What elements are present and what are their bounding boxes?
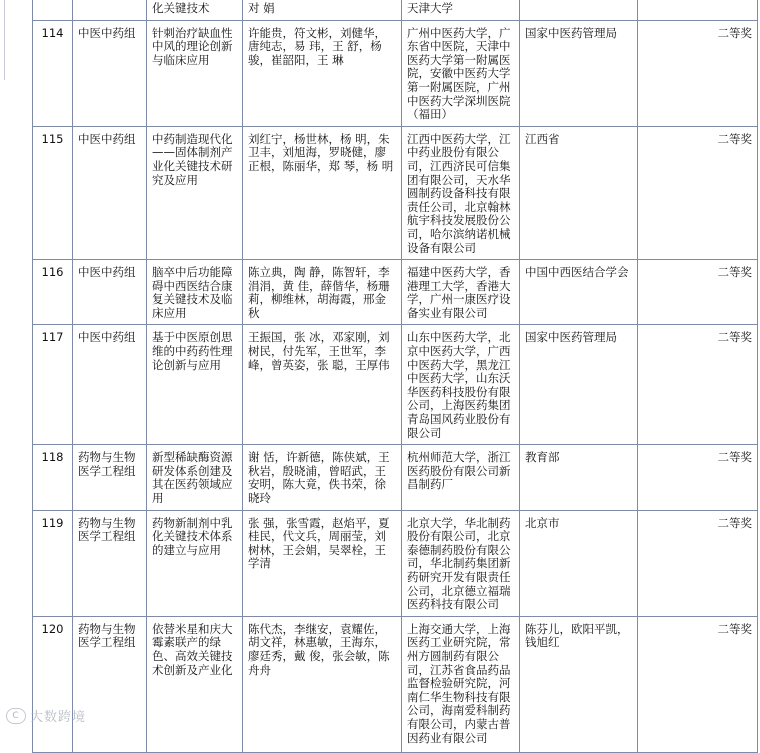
row-number: 119 [33,510,73,616]
discipline-group: 中医中药组 [73,325,147,445]
completing-units: 北京大学，华北制药股份有限公司，北京泰德制药股份有限公司，华北制药集团新药研究开发有限责任公司，北京德立福瑞医药科技有限公司 [402,510,520,616]
table-row [33,616,758,752]
award-level: 二等奖 [638,260,758,325]
completing-units: 杭州师范大学，浙江医药股份有限公司新昌制药厂 [402,445,520,510]
table-row [33,0,758,20]
discipline-group: 药物与生物医学工程组 [73,510,147,616]
table-row [33,126,758,259]
table-row [33,510,758,616]
discipline-group: 药物与生物医学工程组 [73,616,147,752]
row-number: 115 [33,126,73,259]
row-number: 114 [33,20,73,126]
nominator: 北京市 [520,510,638,616]
discipline-group: 中医中药组 [73,20,147,126]
row-number: 118 [33,445,73,510]
completing-units: 上海交通大学，上海医药工业研究院，常州方圆制药有限公司，江苏省食品药品监督检验研究院，河南仁华生物科技有限公司，海南爱科制药有限公司，内蒙古普因药业有限公司 [402,616,520,752]
completers: 张 强，张雪霞，赵焰平，夏桂民，代文兵，周丽莹，刘树林，王会娟，吴翠栓，王学清 [243,510,402,616]
row-number [33,0,73,20]
nominator: 江西省 [520,126,638,259]
award-level [638,0,758,20]
row-number: 120 [33,616,73,752]
nominator: 陈芬儿，欧阳平凯，钱旭红 [520,616,638,752]
project-name: 化关键技术 [147,0,243,20]
discipline-group: 中医中药组 [73,126,147,259]
award-level: 二等奖 [638,510,758,616]
nominator: 国家中医药管理局 [520,20,638,126]
award-level: 二等奖 [638,616,758,752]
project-name: 依替米星和庆大霉素联产的绿色、高效关键技术创新及产业化 [147,616,243,752]
watermark [6,706,86,725]
nominator [520,0,638,20]
nominator: 中国中西医结合学会 [520,260,638,325]
project-name: 中药制造现代化——固体制剂产业化关键技术研究及应用 [147,126,243,259]
table-row [33,260,758,325]
award-level: 二等奖 [638,325,758,445]
watermark-text: 大数跨境 [30,710,87,725]
project-name: 脑卒中后功能障碍中西医结合康复关键技术及临床应用 [147,260,243,325]
completing-units: 广州中医药大学，广东省中医院，天津中医药大学第一附属医院，安徽中医药大学第一附属医院，广州中医药大学深圳医院（福田） [402,20,520,126]
table-row [33,20,758,126]
completers: 陈代杰，李继安，袁耀佐，胡文祥，林惠敏，王海东，廖廷秀，戴 俊，张会敏，陈舟舟 [243,616,402,752]
project-name: 新型稀缺酶资源研发体系创建及其在医药领域应用 [147,445,243,510]
row-number: 117 [33,325,73,445]
completers: 谢 恬，许新德，陈侠斌，王秋岩，殷晓浦，曾昭武，王安明，陈大竟，佚书荣，徐晓玲 [243,445,402,510]
nominator: 国家中医药管理局 [520,325,638,445]
completing-units: 福建中医药大学，香港理工大学，香港大学，广州一康医疗设备实业有限公司 [402,260,520,325]
completers: 许能贵，符文彬，刘健华，唐纯志，易 玮，王 舒，杨 骏，崔韶阳，王 琳 [243,20,402,126]
discipline-group: 药物与生物医学工程组 [73,445,147,510]
completers: 对 娟 [243,0,402,20]
award-table [32,0,758,753]
award-level: 二等奖 [638,445,758,510]
completing-units: 天津大学 [402,0,520,20]
discipline-group: 中医中药组 [73,260,147,325]
discipline-group [73,0,147,20]
completing-units: 山东中医药大学，北京中医药大学，广西中医药大学，黑龙江中医药大学，山东沃华医药科技股份有限公司，上海医药集团青岛国风药业股份有限公司 [402,325,520,445]
project-name: 药物新制剂中乳化关键技术体系的建立与应用 [147,510,243,616]
award-level: 二等奖 [638,20,758,126]
award-level: 二等奖 [638,126,758,259]
table-row [33,445,758,510]
row-number: 116 [33,260,73,325]
project-name: 基于中医原创思维的中药药性理论创新与应用 [147,325,243,445]
completers: 王振国，张 冰，邓家刚，刘树民，付先军，王世军，李 峰，曾英姿，张 聪，王厚伟 [243,325,402,445]
nominator: 教育部 [520,445,638,510]
table-row [33,325,758,445]
project-name: 针刺治疗缺血性中风的理论创新与临床应用 [147,20,243,126]
watermark-logo-icon: C [6,708,26,724]
completers: 刘红宁，杨世林，杨 明，朱卫丰，刘旭海，罗晓健，廖正根，陈丽华，郑 琴，杨 明 [243,126,402,259]
completing-units: 江西中医药大学，江中药业股份有限公司，江西济民可信集团有限公司，天水华圆制药设备科技有限责任公司，北京翰林航宇科技发展股份公司，哈尔滨纳诺机械设备有限公司 [402,126,520,259]
left-margin [0,0,32,733]
completers: 陈立典，陶 静，陈智轩，李涓涓，黄 佳，薛偕华，杨珊莉，柳维林，胡海霞，邢金秋 [243,260,402,325]
